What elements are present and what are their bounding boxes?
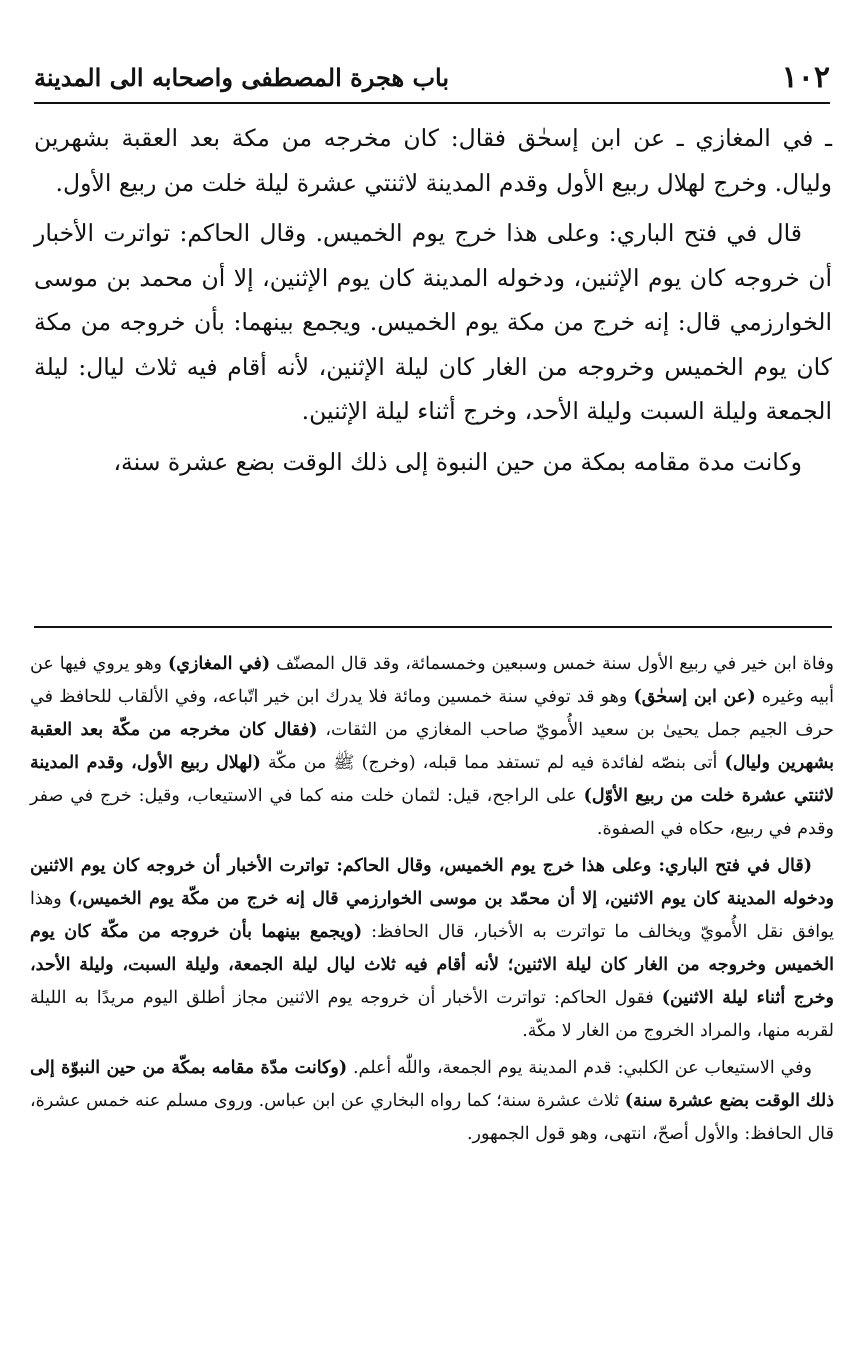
commentary-text: وفاة ابن خير في ربيع الأول سنة خمس وسبعين وخمسمائة، وقد قال المصنّف bbox=[270, 654, 834, 674]
quoted-text: (قال في فتح الباري: وعلى هذا خرج يوم الخميس، وقال الحاكم: تواترت الأخبار أن خروجه كان يوم الاثنين ودخوله المدينة كان يوم الاثنين، إلا أن محمّد بن موسى الخوارزمي قال إنه خرج من مكّة يوم الخميس،) bbox=[30, 856, 834, 909]
commentary-paragraph bbox=[30, 648, 834, 846]
commentary-text: وفي الاستيعاب عن الكلبي: قدم المدينة يوم الجمعة، واللّٰه أعلم. bbox=[347, 1058, 812, 1078]
running-title: باب هجرة المصطفى واصحابه الى المدينة bbox=[34, 62, 450, 92]
quoted-text: (فقال كان مخرجه من مكّة بعد العقبة بشهرين وليال) bbox=[30, 720, 834, 773]
commentary-text: ثلاث عشرة سنة؛ كما رواه البخاري عن ابن عباس. وروى مسلم عنه خمس عشرة، قال الحافظ: والأول أصحّ، انتهى، وهو قول الجمهور. bbox=[30, 1091, 834, 1144]
main-paragraph: ـ في المغازي ـ عن ابن إسحٰق فقال: كان مخرجه من مكة بعد العقبة بشهرين وليال. وخرج لهلال ربيع الأول وقدم المدينة لاثنتي عشرة ليلة خلت من ربيع الأول. bbox=[34, 124, 832, 197]
footnote-divider bbox=[34, 626, 832, 628]
main-paragraph: قال في فتح الباري: وعلى هذا خرج يوم الخميس. وقال الحاكم: تواترت الأخبار أن خروجه كان يوم الإثنين، ودخوله المدينة كان يوم الإثنين، إلا أن محمد بن موسى الخوارزمي قال: إنه خرج من مكة يوم الخميس. ويجمع بينهما: بأن خروجه من مكة كان يوم الخميس وخروجه من الغار كان ليلة الإثنين، لأنه أقام فيه ثلاث ليال: ليلة الجمعة وليلة السبت وليلة الأحد، وخرج أثناء ليلة الإثنين. bbox=[34, 219, 832, 425]
main-text bbox=[34, 116, 832, 490]
quoted-text: (في المغازي) bbox=[167, 654, 271, 674]
quoted-text: (وكانت مدّة مقامه بمكّة من حين النبوّة إلى ذلك الوقت بضع عشرة سنة) bbox=[30, 1058, 834, 1111]
commentary-text: وهو يروي فيها عن أبيه وغيره bbox=[30, 654, 834, 707]
commentary-paragraph bbox=[30, 1052, 834, 1151]
commentary-text: أتى بنصّه لفائدة فيه لم تستفد مما قبله، (وخرج) ﷺ من مكّة bbox=[260, 753, 725, 773]
commentary-paragraph bbox=[30, 850, 834, 1048]
main-paragraph: وكانت مدة مقامه بمكة من حين النبوة إلى ذلك الوقت بضع عشرة سنة، bbox=[113, 447, 802, 476]
page-number: ١٠٢ bbox=[781, 59, 830, 95]
quoted-text: (عن ابن إسحٰق) bbox=[633, 687, 756, 707]
commentary-text: على الراجح، قيل: لثمان خلت منه كما في الاستيعاب، وقيل: خرج في صفر وقدم في ربيع، حكاه في الصفوة. bbox=[30, 786, 834, 839]
quoted-text: (ويجمع بينهما بأن خروجه من مكّة كان يوم الخميس وخروجه من الغار كان ليلة الاثنين؛ لأنه أقام فيه ثلاث ليال ليلة الجمعة، وليلة السبت، وليلة الأحد، وخرج أثناء ليلة الاثنين) bbox=[30, 922, 834, 1008]
commentary-text: فقول الحاكم: تواترت الأخبار أن خروجه يوم الاثنين مجاز أطلق اليوم مريدًا به الليلة لقربه منها، والمراد الخروج من الغار لا مكّة. bbox=[30, 988, 834, 1041]
commentary-text: وهو قد توفي سنة خمسين ومائة فلا يدرك ابن خير اتّباعه، وفي الألقاب للحافظ في حرف الجيم جمل يحيىٰ بن سعيد الأُمويّ صاحب المغازي من الثقات، bbox=[30, 687, 834, 740]
page-header bbox=[34, 52, 830, 104]
commentary-text: وهذا يوافق نقل الأُمويّ ويخالف ما تواترت به الأخبار، قال الحافظ: bbox=[30, 889, 834, 942]
commentary bbox=[30, 648, 834, 1155]
quoted-text: (لهلال ربيع الأول، وقدم المدينة لاثنتي عشرة خلت من ربيع الأوّل) bbox=[30, 753, 834, 806]
